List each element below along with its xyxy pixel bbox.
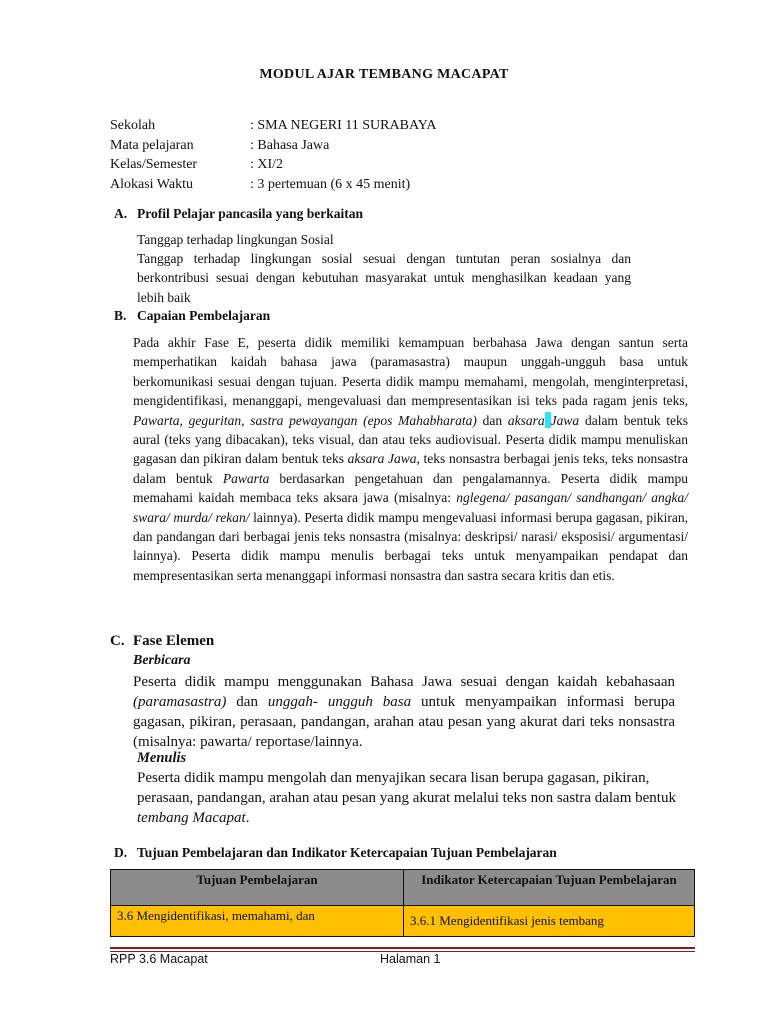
info-row-time <box>110 175 436 195</box>
objectives-table <box>110 869 695 937</box>
section-a-line: Tanggap terhadap lingkungan Sosial <box>137 232 334 247</box>
info-label: Alokasi Waktu <box>110 176 193 192</box>
section-b-paragraph <box>133 333 688 585</box>
section-heading-text: Fase Elemen <box>133 633 215 649</box>
section-heading-text: Tujuan Pembelajaran dan Indikator Ketercapaian Tujuan Pembelajaran <box>137 845 557 860</box>
text-run: berdasarkan pengetahuan dan pengalamannya. Peserta didik mampu memahami kaidah membaca teks aksara jawa (misalnya: <box>133 470 688 506</box>
section-letter: C. <box>110 633 125 649</box>
text-run: Peserta didik mampu mengolah dan menyajikan secara lisan berupa gagasan, pikiran, perasaan, pandangan, arahan atau pesan yang akurat melalui teks non sastra dalam bentuk <box>137 770 676 806</box>
identity-block <box>110 116 436 194</box>
info-value: : SMA NEGERI 11 SURABAYA <box>250 118 437 133</box>
text-run: untuk menyampaikan informasi berupa gagasan, pikiran, perasaan, pandangan, arahan atau pesan yang akurat dari teks nonsastra (misalnya: pawarta/ reportase/lainnya. <box>133 694 675 750</box>
info-row-school <box>110 116 436 136</box>
table-cell: 3.6 Mengidentifikasi, memahami, dan <box>111 906 404 937</box>
text-run: dalam bentuk teks aural (teks yang dibacakan), teks visual, dan atau teks audiovisual. Peserta didik mampu menuliskan gagasan dan pikiran dalam bentuk teks <box>133 412 688 467</box>
italic-run: aksara <box>507 412 545 428</box>
section-heading-text: Capaian Pembelajaran <box>137 308 271 323</box>
text-run: Peserta didik mampu menggunakan Bahasa Jawa sesuai dengan kaidah kebahasaan <box>133 674 675 690</box>
info-value: : 3 pertemuan (6 x 45 menit) <box>250 176 411 192</box>
footer-doc-name: RPP 3.6 Macapat <box>110 952 208 966</box>
italic-run: nglegena/ pasangan/ sandhangan/ angka/ swara/ murda/ rekan/ <box>133 490 688 525</box>
info-value: : Bahasa Jawa <box>250 137 330 153</box>
italic-run: unggah- ungguh basa <box>267 694 412 710</box>
section-d-heading <box>114 845 557 861</box>
section-letter: A. <box>114 206 128 221</box>
info-row-subject <box>110 136 436 156</box>
italic-run: Pawarta <box>222 470 270 486</box>
section-letter: D. <box>114 845 128 860</box>
text-run: dan <box>476 412 508 428</box>
text-run: dan <box>226 694 268 710</box>
italic-run: Pawarta, geguritan, sastra pewayangan (epos Mahabharata) <box>133 412 477 428</box>
info-label: Kelas/Semester <box>110 157 198 172</box>
section-a-heading <box>114 206 363 222</box>
italic-run: tembang Macapat <box>137 810 246 826</box>
section-c-paragraph-2 <box>137 768 687 828</box>
section-c-heading <box>110 633 214 650</box>
section-b-heading <box>114 308 270 324</box>
section-heading-text: Profil Pelajar pancasila yang berkaitan <box>137 206 363 221</box>
text-run: lainnya). Peserta didik mampu mengevaluasi informasi berupa gagasan, pikiran, dan pandangan dari berbagai jenis teks nonsastra (misalnya: deskripsi/ narasi/ eksposisi/ argumentasi/ lainnya). Peserta didik mampu menulis berbagai teks untuk menyampaikan pendapat dan mempresentasikan serta menanggapi informasi nonsastra dan sastra secara kritis dan etis. <box>133 509 688 583</box>
info-row-class <box>110 155 436 175</box>
section-a-paragraph: Tanggap terhadap lingkungan sosial sesuai dengan tuntutan peran sosialnya dan berkontribusi sesuai dengan kebutuhan masyarakat untuk menghasilkan keadaan yang lebih baik <box>137 251 631 305</box>
table-row <box>111 906 695 937</box>
info-label: Sekolah <box>110 118 156 133</box>
subheading-berbicara: Berbicara <box>133 653 191 668</box>
italic-run: aksara Jawa <box>347 451 417 467</box>
italic-run: (paramasastra) <box>133 694 227 710</box>
table-header-row <box>111 870 695 906</box>
section-letter: B. <box>114 308 127 323</box>
info-value: : XI/2 <box>250 157 284 172</box>
table-header-cell: Indikator Ketercapaian Tujuan Pembelajaran <box>404 870 695 906</box>
info-label: Mata pelajaran <box>110 137 194 153</box>
subheading-menulis: Menulis <box>137 750 187 766</box>
table-cell: 3.6.1 Mengidentifikasi jenis tembang <box>404 906 695 937</box>
document-title: MODUL AJAR TEMBANG MACAPAT <box>259 67 509 82</box>
text-run: Pada akhir Fase E, peserta didik memiliki kemampuan berbahasa Jawa dengan santun serta memperhatikan kaidah bahasa jawa (paramasastra) maupun unggah-ungguh basa untuk berkomunikasi sesuai dengan tujuan. Peserta didik mampu memahami, mengolah, menginterpretasi, mengidentifikasi, menanggapi, mengevaluasi dan mempresentasikan isi teks pada ragam jenis teks, <box>133 335 688 409</box>
table-header-cell: Tujuan Pembelajaran <box>111 870 404 906</box>
text-run: . <box>245 810 250 826</box>
italic-run: Jawa <box>550 412 580 428</box>
section-c-paragraph-1 <box>133 672 675 752</box>
footer-rule <box>110 947 695 949</box>
text-run: , teks nonsastra berbagai jenis teks, teks nonsastra dalam bentuk <box>133 451 689 486</box>
footer-page-number: Halaman 1 <box>380 952 441 966</box>
